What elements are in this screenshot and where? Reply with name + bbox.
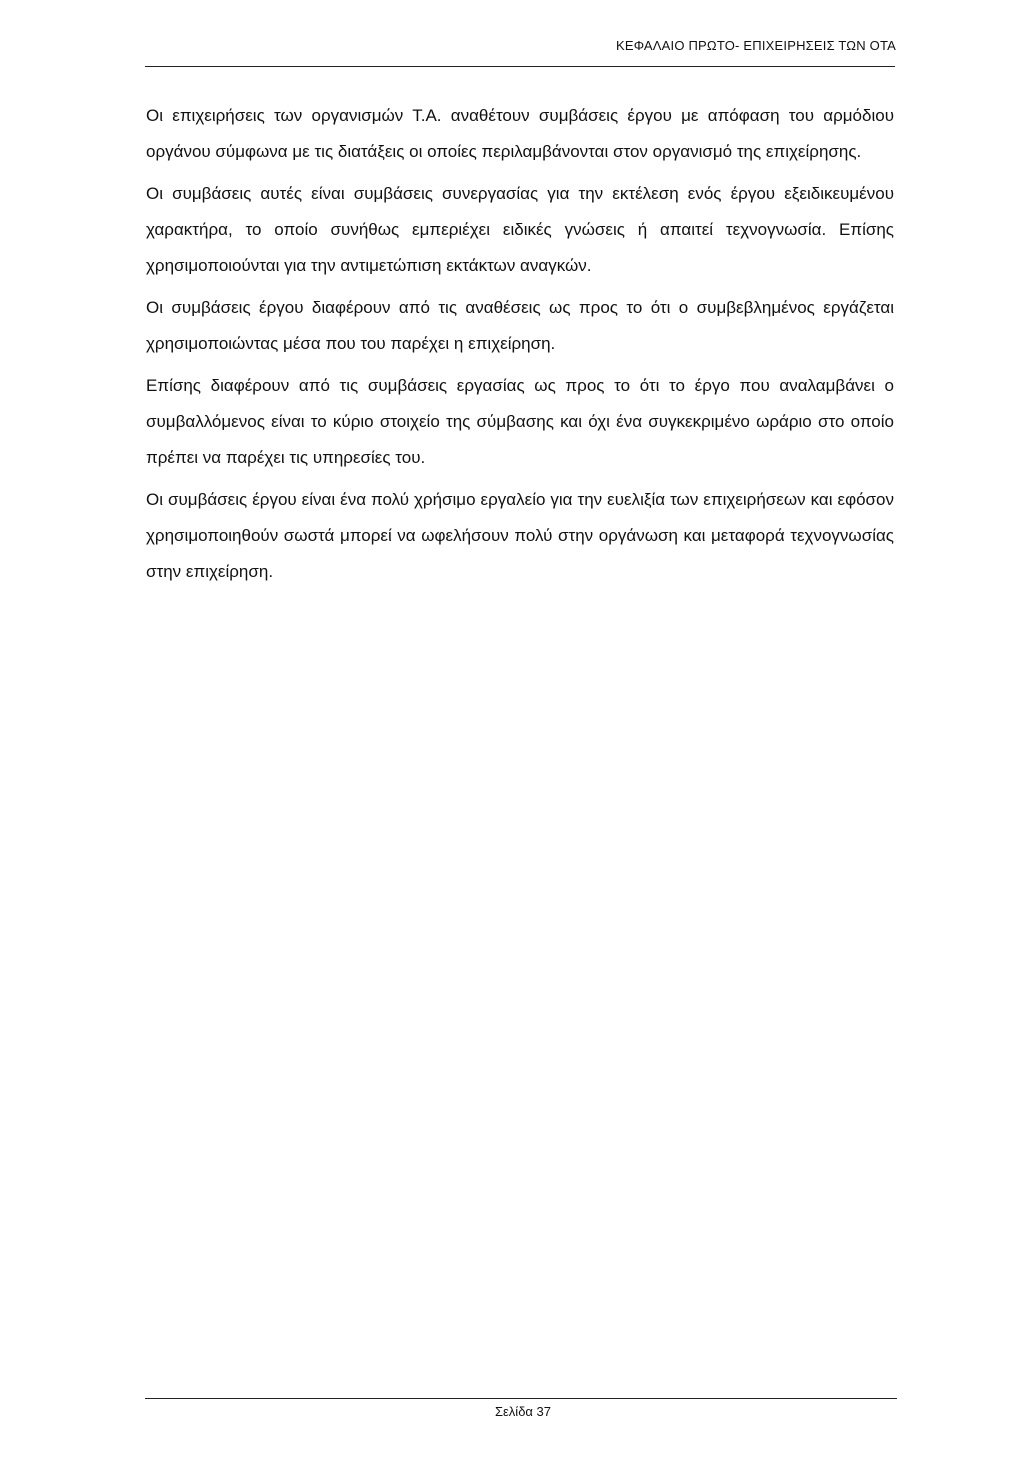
footer-divider	[145, 1398, 897, 1399]
paragraph-1: Οι επιχειρήσεις των οργανισμών Τ.Α. αναθέτουν συμβάσεις έργου με απόφαση του αρμόδιου οργάνου σύμφωνα με τις διατάξεις οι οποίες περιλαμβάνονται στον οργανισμό της επιχείρησης.	[146, 106, 894, 161]
paragraph-2: Οι συμβάσεις αυτές είναι συμβάσεις συνεργασίας για την εκτέλεση ενός έργου εξειδικευμένου χαρακτήρα, το οποίο συνήθως εμπεριέχει ειδικές γνώσεις ή απαιτεί τεχνογνωσία. Επίσης χρησιμοποιούνται για την αντιμετώπιση εκτάκτων αναγκών.	[146, 184, 894, 275]
running-header: ΚΕΦΑΛΑΙΟ ΠΡΩΤΟ- ΕΠΙΧΕΙΡΗΣΕΙΣ ΤΩΝ ΟΤΑ	[615, 38, 896, 53]
paragraph-4: Επίσης διαφέρουν από τις συμβάσεις εργασίας ως προς το ότι το έργο που αναλαμβάνει ο συμβαλλόμενος είναι το κύριο στοιχείο της σύμβασης και όχι ένα συγκεκριμένο ωράριο στο οποίο πρέπει να παρέχει τις υπηρεσίες του.	[146, 376, 894, 467]
body-text	[146, 98, 894, 590]
paragraph-3: Οι συμβάσεις έργου διαφέρουν από τις αναθέσεις ως προς το ότι ο συμβεβλημένος εργάζεται χρησιμοποιώντας μέσα που του παρέχει η επιχείρηση.	[146, 298, 894, 353]
paragraph-5: Οι συμβάσεις έργου είναι ένα πολύ χρήσιμο εργαλείο για την ευελιξία των επιχειρήσεων και εφόσον χρησιμοποιηθούν σωστά μπορεί να ωφελήσουν πολύ στην οργάνωση και μεταφορά τεχνογνωσίας στην επιχείρηση.	[146, 490, 894, 581]
page-number: Σελίδα 37	[494, 1404, 552, 1419]
header-divider	[145, 66, 895, 67]
